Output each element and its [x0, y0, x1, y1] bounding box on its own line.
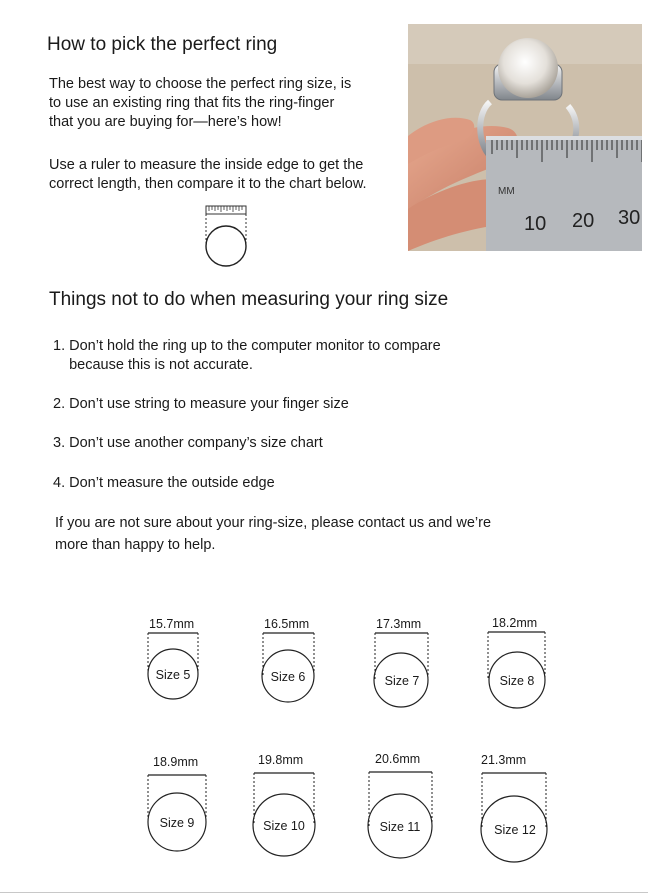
tip-line: 3. Don’t use another company’s size chart — [53, 435, 323, 451]
ruler-unit-label: MM — [498, 186, 515, 197]
contact-line: more than happy to help. — [55, 537, 216, 553]
intro-line: The best way to choose the perfect ring size, is — [49, 76, 352, 92]
contact-line: If you are not sure about your ring-size, please contact us and we’re — [55, 515, 492, 531]
size-circle-label: Size 6 — [270, 670, 306, 684]
size-mm-label: 15.7mm — [149, 617, 195, 631]
section-subtitle: Things not to do when measuring your ring size — [49, 289, 449, 310]
size-mm-label: 21.3mm — [481, 753, 527, 767]
page-bottom-divider — [0, 892, 648, 893]
size-circle-label: Size 9 — [159, 816, 195, 830]
page-title: How to pick the perfect ring — [47, 34, 278, 55]
size-mm-label: 18.9mm — [153, 755, 199, 769]
size-circle-label: Size 10 — [263, 819, 305, 833]
size-mm-label: 18.2mm — [492, 616, 538, 630]
size-circle-label: Size 8 — [499, 674, 535, 688]
ruler-number: 20 — [572, 210, 595, 232]
ruler-number: 30 — [618, 207, 641, 229]
measure-line: correct length, then compare it to the chart below. — [49, 176, 367, 192]
size-circle-label: Size 7 — [384, 674, 420, 688]
measure-line: Use a ruler to measure the inside edge to get the — [49, 157, 364, 173]
tip-line: 4. Don’t measure the outside edge — [53, 475, 275, 491]
size-circle-label: Size 5 — [155, 668, 191, 682]
size-mm-label: 20.6mm — [375, 752, 421, 766]
intro-line: to use an existing ring that fits the ring-finger — [49, 95, 335, 111]
size-mm-label: 17.3mm — [376, 617, 422, 631]
ruler-number: 10 — [524, 213, 547, 235]
tip-line: because this is not accurate. — [53, 357, 253, 373]
size-mm-label: 16.5mm — [264, 617, 310, 631]
intro-line: that you are buying for—here’s how! — [49, 114, 282, 130]
size-circle-label: Size 11 — [379, 820, 421, 834]
size-mm-label: 19.8mm — [258, 753, 304, 767]
tip-line: 2. Don’t use string to measure your finger size — [53, 396, 349, 412]
tip-line: 1. Don’t hold the ring up to the computer monitor to compare — [53, 338, 441, 354]
size-circle-label: Size 12 — [494, 823, 536, 837]
